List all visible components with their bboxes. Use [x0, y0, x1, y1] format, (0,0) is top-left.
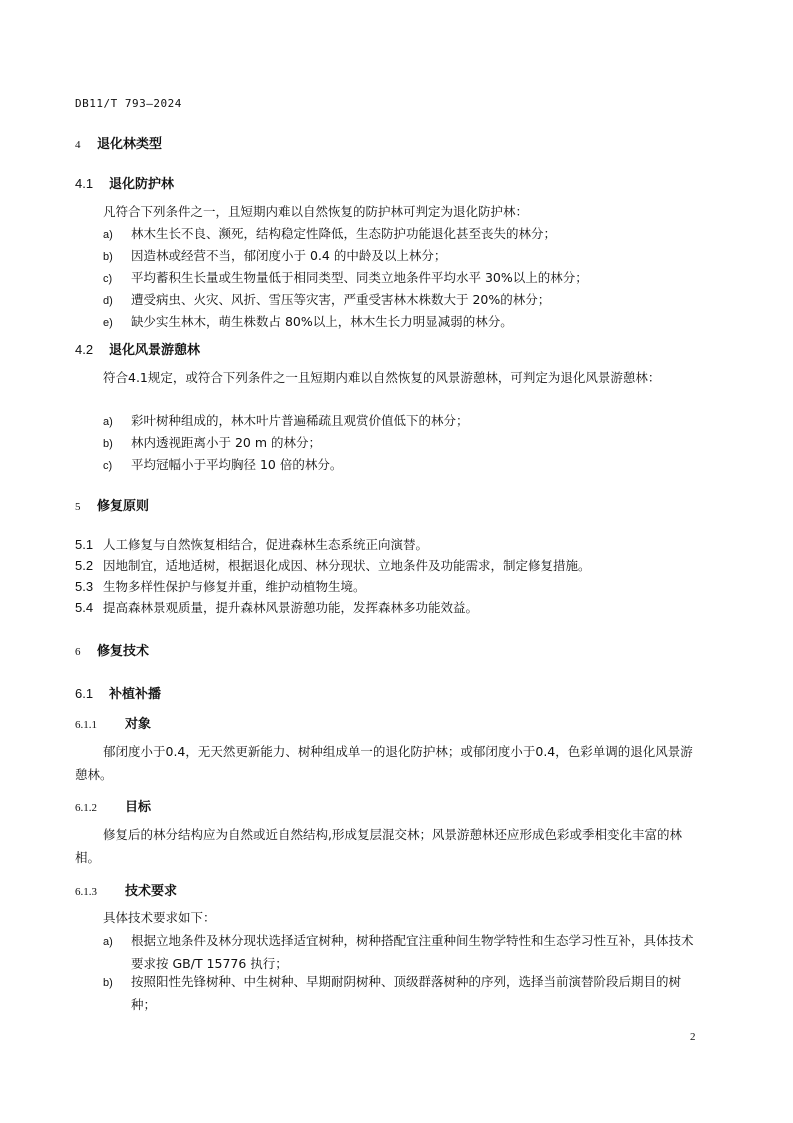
clause-number: 5.2 — [75, 558, 94, 573]
list-text: 遭受病虫、火灾、风折、雪压等灾害，严重受害林木株数大于 20%的林分； — [131, 292, 551, 307]
list-label: b) — [103, 977, 113, 989]
section-title: 修复原则 — [97, 499, 150, 514]
section-number: 6.1 — [75, 686, 94, 701]
section-title: 退化防护林 — [109, 177, 175, 192]
list-text: 平均蓄积生长量或生物量低于相同类型、同类立地条件平均水平 30%以上的林分； — [131, 270, 588, 285]
paragraph: 符合4.1规定，或符合下列条件之一且短期内难以自然恢复的风景游憩林，可判定为退化风景游憩林： — [103, 370, 661, 385]
list-label: a) — [103, 229, 113, 241]
paragraph: 郁闭度小于0.4，无天然更新能力、树种组成单一的退化防护林；或郁闭度小于0.4，色彩单调的退化风景游憩林。 — [75, 744, 693, 782]
clause-text: 生物多样性保护与修复并重，维护动植物生境。 — [103, 579, 366, 594]
list-label: b) — [103, 438, 113, 450]
standard-header: DB11/T 793—2024 — [75, 97, 182, 110]
list-label: a) — [103, 936, 113, 948]
list-label: d) — [103, 295, 113, 307]
section-number: 6.1.1 — [75, 719, 97, 731]
list-text: 因造林或经营不当，郁闭度小于 0.4 的中龄及以上林分； — [131, 248, 447, 263]
list-text: 缺少实生林木，萌生株数占 80%以上，林木生长力明显减弱的林分。 — [131, 314, 513, 329]
list-item — [103, 310, 703, 335]
section-6-heading — [75, 640, 149, 659]
list-text: 按照阳性先锋树种、中生树种、早期耐阴树种、顶级群落树种的序列，选择当前演替阶段后期目的树种； — [131, 974, 682, 1012]
section-title: 补植补播 — [109, 687, 162, 702]
list-label: c) — [103, 460, 113, 472]
paragraph: 具体技术要求如下： — [103, 910, 216, 925]
list-text: 林木生长不良、濒死，结构稳定性降低，生态防护功能退化甚至丧失的林分； — [131, 226, 557, 241]
section-4-1-heading — [75, 173, 174, 192]
clause-text: 提高森林景观质量，提升森林风景游憩功能，发挥森林多功能效益。 — [103, 600, 479, 615]
clause-number: 5.1 — [75, 537, 94, 552]
paragraph: 修复后的林分结构应为自然或近自然结构,形成复层混交林；风景游憩林还应形成色彩或季相变化丰富的林相。 — [75, 827, 682, 865]
list-text: 林内透视距离小于 20 m 的林分； — [131, 435, 322, 450]
section-6-1-1-heading — [75, 713, 151, 732]
section-5-heading — [75, 495, 149, 514]
section-number: 6.1.2 — [75, 802, 97, 814]
list-label: b) — [103, 251, 113, 263]
principle-item — [75, 597, 701, 618]
clause-number: 5.4 — [75, 600, 94, 615]
paragraph: 凡符合下列条件之一，且短期内难以自然恢复的防护林可判定为退化防护林： — [103, 204, 529, 219]
clause-number: 5.3 — [75, 579, 94, 594]
principle-item — [75, 576, 701, 597]
section-title: 目标 — [125, 800, 152, 815]
section-number: 4.1 — [75, 176, 94, 191]
list-label: e) — [103, 317, 113, 329]
section-title: 退化林类型 — [97, 137, 163, 152]
list-text: 平均冠幅小于平均胸径 10 倍的林分。 — [131, 457, 343, 472]
section-4-2-heading — [75, 339, 200, 358]
section-title: 退化风景游憩林 — [109, 343, 201, 358]
section-title: 技术要求 — [125, 884, 178, 899]
list-item — [103, 929, 703, 971]
principle-item — [75, 555, 701, 576]
list-label: c) — [103, 273, 113, 285]
list-text: 彩叶树种组成的，林木叶片普遍稀疏且观赏价值低下的林分； — [131, 413, 469, 428]
principle-item — [75, 534, 701, 555]
list-label: a) — [103, 416, 113, 428]
section-number: 6 — [75, 646, 81, 658]
section-number: 4 — [75, 139, 81, 151]
page-number: 2 — [690, 1031, 696, 1043]
clause-text: 人工修复与自然恢复相结合，促进森林生态系统正向演替。 — [103, 537, 429, 552]
list-text: 根据立地条件及林分现状选择适宜树种，树种搭配宜注重种间生物学特性和生态学习性互补，具体技术要求按 GB/T 15776 执行； — [131, 933, 694, 971]
clause-text: 因地制宜，适地适树，根据退化成因、林分现状、立地条件及功能需求，制定修复措施。 — [103, 558, 591, 573]
list-item — [103, 453, 703, 478]
list-item — [103, 970, 703, 1012]
section-6-1-2-heading — [75, 796, 151, 815]
section-title: 修复技术 — [97, 644, 150, 659]
section-number: 6.1.3 — [75, 886, 97, 898]
section-number: 4.2 — [75, 342, 94, 357]
section-6-1-3-heading — [75, 880, 177, 899]
section-6-1-heading — [75, 683, 161, 702]
section-4-heading — [75, 133, 162, 152]
section-number: 5 — [75, 501, 81, 513]
section-title: 对象 — [125, 717, 152, 732]
